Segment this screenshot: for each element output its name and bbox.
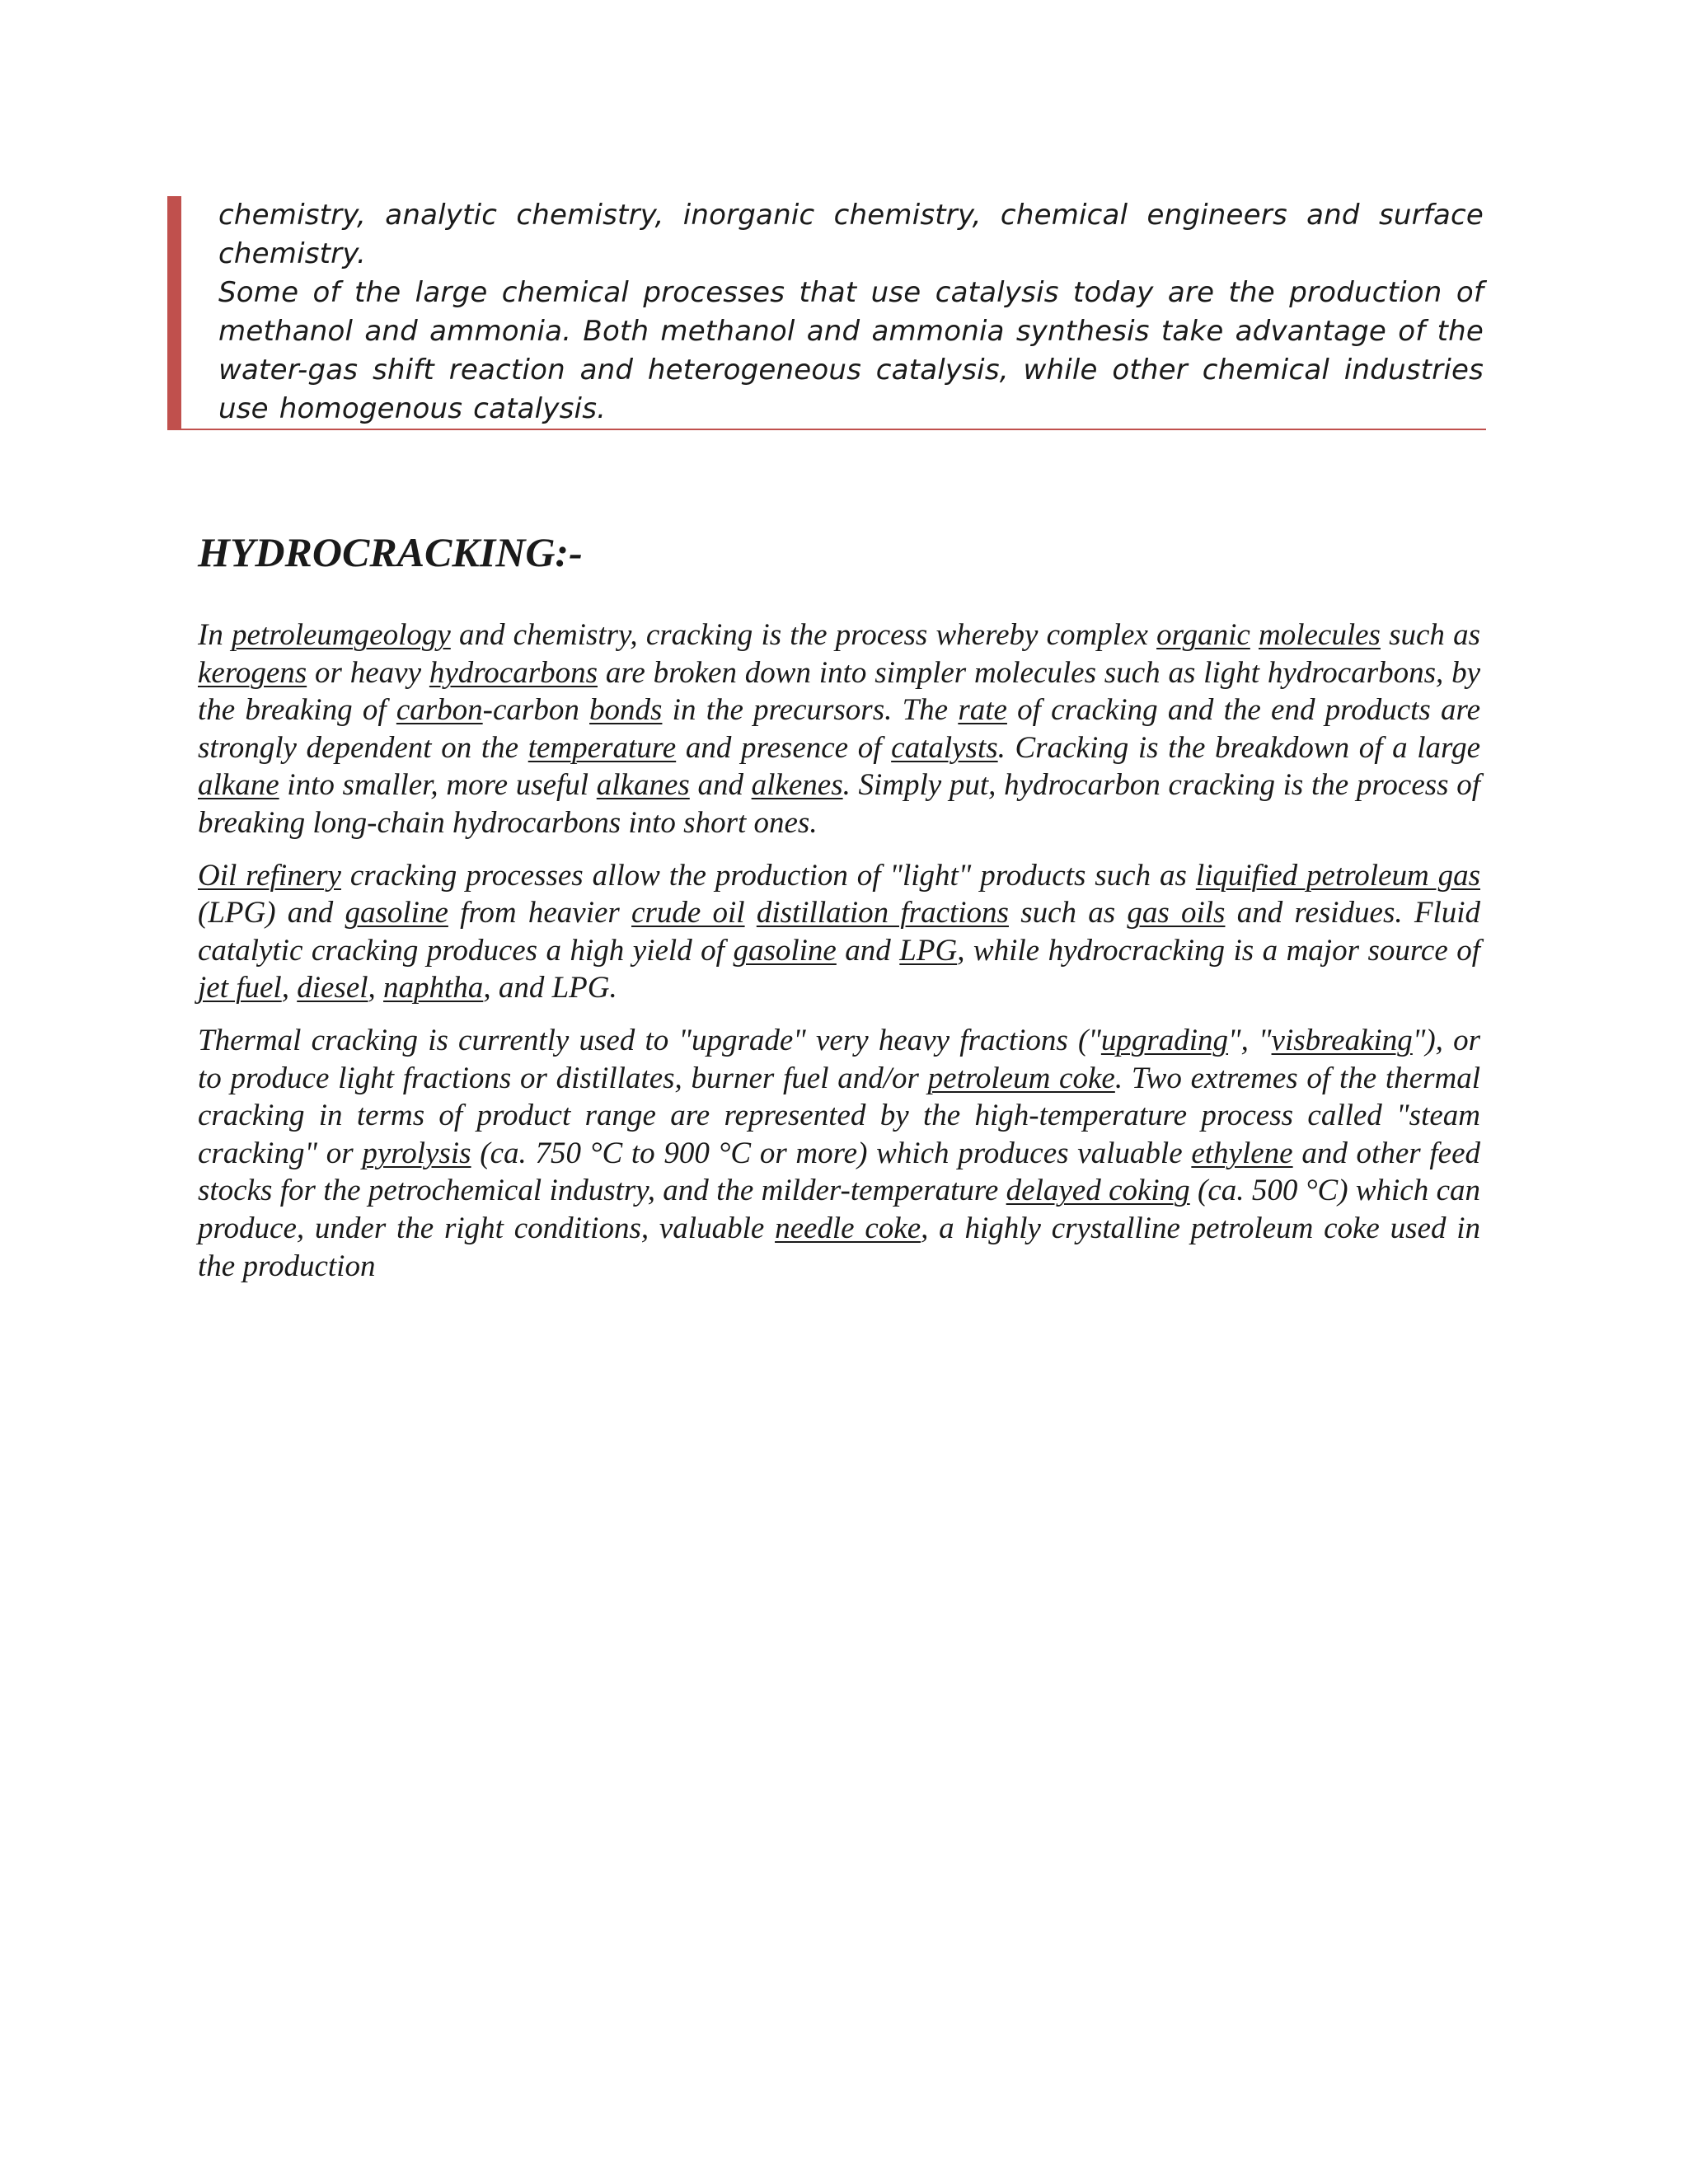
paragraph-cracking-definition xyxy=(198,616,1480,842)
text-run: , xyxy=(368,971,384,1005)
link-carbon[interactable]: carbon xyxy=(396,693,483,728)
link-visbreaking[interactable]: visbreaking xyxy=(1271,1023,1413,1057)
text-run: and presence of xyxy=(676,730,892,765)
text-run: such as xyxy=(1380,618,1480,652)
text-run: and xyxy=(689,768,752,803)
text-run: in the precursors. The xyxy=(662,693,959,728)
link-temperature[interactable]: temperature xyxy=(528,730,677,765)
link-alkanes[interactable]: alkanes xyxy=(596,768,690,803)
text-run: . Cracking is the breakdown of a large xyxy=(997,730,1481,765)
text-run: are broken down into simpler molecules such as light hydrocarbons, by the breaking of xyxy=(198,655,1480,728)
text-run: or heavy xyxy=(307,655,429,690)
text-run: (ca. 500 °C) which can produce, under the right conditions, valuable xyxy=(198,1174,1480,1245)
quote-block xyxy=(167,196,1486,430)
link-diesel[interactable]: diesel xyxy=(297,971,368,1005)
paragraph-refinery-cracking xyxy=(198,857,1480,1007)
text-run: such as xyxy=(1008,896,1128,930)
link-ethylene[interactable]: ethylene xyxy=(1191,1136,1293,1170)
link-alkane[interactable]: alkane xyxy=(198,768,279,803)
link-petroleum-geology[interactable]: petroleumgeology xyxy=(232,618,451,652)
text-run: from heavier xyxy=(448,896,632,930)
link-alkenes[interactable]: alkenes xyxy=(751,768,843,803)
link-rate[interactable]: rate xyxy=(958,693,1007,728)
text-run: and residues. Fluid catalytic cracking produces a high yield of xyxy=(198,896,1481,968)
link-lpg[interactable]: LPG xyxy=(899,933,958,968)
link-gasoline[interactable]: gasoline xyxy=(345,896,448,930)
text-run: , a highly crystalline petroleum coke used in the production xyxy=(198,1211,1480,1283)
text-run: In xyxy=(198,618,232,652)
quote-text xyxy=(218,196,1484,429)
text-run: Thermal cracking is currently used to "upgrade" very heavy fractions (" xyxy=(198,1023,1101,1057)
text-run: ", " xyxy=(1228,1023,1272,1057)
link-pyrolysis[interactable]: pyrolysis xyxy=(362,1136,471,1170)
link-crude-oil[interactable]: crude oil xyxy=(631,896,745,930)
link-jet-fuel[interactable]: jet fuel xyxy=(198,971,282,1005)
text-run: into smaller, more useful xyxy=(279,768,597,803)
link-hydrocarbons[interactable]: hydrocarbons xyxy=(429,655,598,690)
quote-accent-bar xyxy=(167,196,181,430)
text-run: -carbon xyxy=(482,693,590,728)
text-run xyxy=(1250,618,1259,652)
text-run xyxy=(745,896,757,930)
link-kerogens[interactable]: kerogens xyxy=(198,655,307,690)
link-naphtha[interactable]: naphtha xyxy=(383,971,484,1005)
link-organic[interactable]: organic xyxy=(1156,618,1250,652)
text-run: , while hydrocracking is a major source of xyxy=(957,933,1480,968)
text-run: , xyxy=(281,971,298,1005)
text-run: (ca. 750 °C to 900 °C or more) which produces valuable xyxy=(471,1136,1192,1170)
link-oil-refinery[interactable]: Oil refinery xyxy=(198,858,341,893)
link-gas-oils[interactable]: gas oils xyxy=(1127,896,1226,930)
link-bonds[interactable]: bonds xyxy=(589,693,663,728)
text-run: of cracking and the end products are strongly dependent on the xyxy=(198,693,1480,765)
text-run: , and LPG. xyxy=(483,971,617,1005)
link-distillation-fractions[interactable]: distillation fractions xyxy=(756,896,1009,930)
text-run: "), or to produce light fractions or distillates, burner fuel and/or xyxy=(198,1023,1480,1095)
link-gasoline-2[interactable]: gasoline xyxy=(733,933,837,968)
link-needle-coke[interactable]: needle coke xyxy=(775,1211,921,1245)
quote-paragraph: Some of the large chemical processes that use catalysis today are the production of methanol and ammonia. Both methanol and ammonia synthesis take advantage of the water-gas shift reaction and heterogeneous catalysis, while other chemical industries use homogenous catalysis. xyxy=(218,276,1484,425)
quote-paragraph: chemistry, analytic chemistry, inorganic chemistry, chemical engineers and surface chemistry. xyxy=(218,199,1484,270)
text-run: and chemistry, cracking is the process whereby complex xyxy=(450,618,1157,652)
text-run: (LPG) and xyxy=(198,896,345,930)
section-heading: HYDROCRACKING:- xyxy=(198,529,583,575)
link-delayed-coking[interactable]: delayed coking xyxy=(1006,1174,1190,1208)
text-run: . Simply put, hydrocarbon cracking is the process of breaking long-chain hydrocarbons into short ones. xyxy=(198,768,1481,840)
link-liquified-petroleum-gas[interactable]: liquified petroleum gas xyxy=(1195,858,1480,893)
link-catalysts[interactable]: catalysts xyxy=(891,730,998,765)
text-run: cracking processes allow the production of "light" products such as xyxy=(340,858,1196,893)
paragraph-thermal-cracking xyxy=(198,1022,1480,1285)
text-run: and other feed stocks for the petrochemical industry, and the milder-temperature xyxy=(198,1136,1480,1208)
text-run: and xyxy=(836,933,900,968)
link-upgrading[interactable]: upgrading xyxy=(1100,1023,1229,1057)
link-molecules[interactable]: molecules xyxy=(1258,618,1381,652)
link-petroleum-coke[interactable]: petroleum coke xyxy=(927,1061,1115,1095)
text-run: . Two extremes of the thermal cracking in terms of product range are represented by the high-temperature process called "steam cracking" or xyxy=(198,1061,1480,1170)
article-body xyxy=(198,616,1480,1300)
